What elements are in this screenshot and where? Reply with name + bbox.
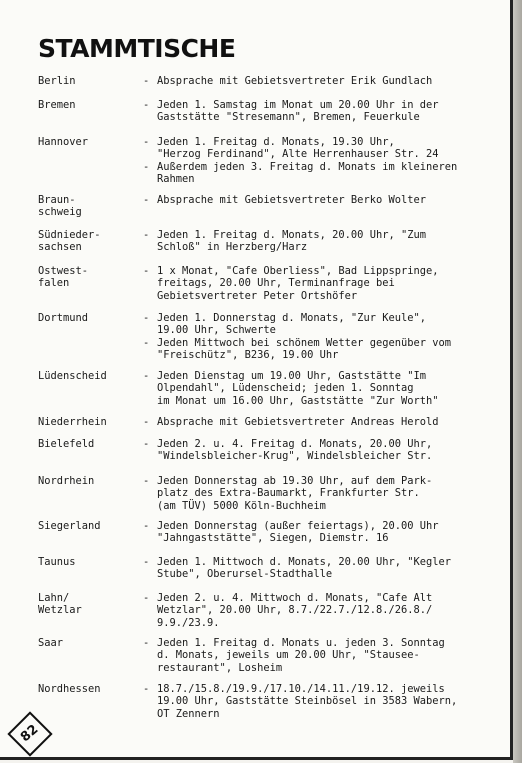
region-name: Südnieder- sachsen: [38, 229, 101, 254]
dash-bullet: -: [143, 683, 150, 695]
entry-details: [143, 229, 505, 254]
dash-bullet: -: [143, 438, 150, 450]
region-name: Nordrhein: [38, 475, 95, 487]
page-title: STAMMTISCHE: [38, 34, 236, 63]
entry-details: [143, 99, 505, 124]
dash-bullet: -: [143, 160, 150, 173]
detail-item: [143, 556, 505, 581]
detail-text: Jeden 2. u. 4. Freitag d. Monats, 20.00 Uhr, "Windelsbleicher-Krug", Windelsbleicher Str.: [157, 438, 433, 463]
dash-bullet: -: [143, 312, 150, 324]
region-name: Dortmund: [38, 312, 89, 324]
dash-bullet: -: [143, 99, 150, 111]
region-name: Hannover: [38, 136, 89, 148]
detail-text: Jeden 1. Donnerstag d. Monats, "Zur Keule", 19.00 Uhr, Schwerte: [157, 312, 426, 337]
detail-text: 18.7./15.8./19.9./17.10./14.11./19.12. jeweils 19.00 Uhr, Gaststätte Steinbösel in 3583 Wabern, OT Zennern: [157, 683, 458, 720]
detail-item: [143, 520, 505, 545]
detail-text: Außerdem jeden 3. Freitag d. Monats im kleineren Rahmen: [157, 160, 458, 185]
detail-item: [143, 312, 505, 337]
region-name: Braun- schweig: [38, 194, 82, 219]
region-name: Bielefeld: [38, 438, 95, 450]
region-name: Lahn/ Wetzlar: [38, 592, 82, 617]
detail-text: Jeden 1. Freitag d. Monats, 19.30 Uhr, "Herzog Ferdinand", Alte Herrenhauser Str. 24: [157, 136, 439, 161]
entry-details: [143, 592, 505, 629]
entry-details: [143, 312, 505, 361]
region-name: Ostwest- falen: [38, 265, 89, 290]
page-edge: [513, 0, 522, 763]
detail-text: Absprache mit Gebietsvertreter Berko Wolter: [157, 194, 426, 206]
detail-item: [143, 416, 505, 428]
detail-text: Absprache mit Gebietsvertreter Erik Gundlach: [157, 75, 433, 87]
detail-text: Jeden 1. Freitag d. Monats u. jeden 3. Sonntag d. Monats, jeweils um 20.00 Uhr, "Stausee- restaurant", Losheim: [157, 637, 445, 674]
detail-text: Jeden 1. Mittwoch d. Monats, 20.00 Uhr, "Kegler Stube", Oberursel-Stadthalle: [157, 556, 452, 581]
dash-bullet: -: [143, 136, 150, 148]
detail-text: Jeden Dienstag um 19.00 Uhr, Gaststätte "Im Olpendahl", Lüdenscheid; jeden 1. Sonntag im Monat um 16.00 Uhr, Gaststätte "Zur Worth": [157, 370, 439, 407]
region-name: Niederrhein: [38, 416, 107, 428]
detail-item: [143, 438, 505, 463]
dash-bullet: -: [143, 592, 150, 604]
detail-text: Jeden Mittwoch bei schönem Wetter gegenüber vom "Freischütz", B236, 19.00 Uhr: [157, 336, 452, 361]
detail-item: [143, 265, 505, 302]
detail-item: [143, 475, 505, 512]
dash-bullet: -: [143, 475, 150, 487]
dash-bullet: -: [143, 370, 150, 382]
region-name: Nordhessen: [38, 683, 101, 695]
entry-details: [143, 475, 505, 512]
detail-text: Jeden 2. u. 4. Mittwoch d. Monats, "Cafe Alt Wetzlar", 20.00 Uhr, 8.7./22.7./12.8./26.8./ 9.9./23.9.: [157, 592, 433, 629]
region-name: Berlin: [38, 75, 76, 87]
dash-bullet: -: [143, 229, 150, 241]
detail-item: [143, 637, 505, 674]
entry-details: [143, 683, 505, 720]
detail-item: [143, 161, 505, 186]
detail-item: [143, 337, 505, 362]
dash-bullet: -: [143, 520, 150, 532]
dash-bullet: -: [143, 75, 150, 87]
detail-text: Jeden Donnerstag (außer feiertags), 20.00 Uhr "Jahngaststätte", Siegen, Diemstr. 16: [157, 520, 439, 545]
detail-item: [143, 592, 505, 629]
region-name: Siegerland: [38, 520, 101, 532]
dash-bullet: -: [143, 194, 150, 206]
detail-item: [143, 99, 505, 124]
detail-item: [143, 136, 505, 161]
detail-text: 1 x Monat, "Cafe Oberliess", Bad Lippspringe, freitags, 20.00 Uhr, Terminanfrage bei Gebietsvertreter Peter Ortshöfer: [157, 265, 439, 302]
dash-bullet: -: [143, 556, 150, 568]
region-name: Saar: [38, 637, 64, 649]
detail-text: Jeden 1. Freitag d. Monats, 20.00 Uhr, "Zum Schloß" in Herzberg/Harz: [157, 229, 426, 254]
region-name: Bremen: [38, 99, 76, 111]
detail-item: [143, 75, 505, 87]
dash-bullet: -: [143, 416, 150, 428]
detail-item: [143, 683, 505, 720]
detail-text: Absprache mit Gebietsvertreter Andreas Herold: [157, 416, 439, 428]
region-name: Taunus: [38, 556, 76, 568]
entry-details: [143, 265, 505, 302]
detail-item: [143, 194, 505, 206]
entry-details: [143, 194, 505, 206]
entry-details: [143, 556, 505, 581]
entry-details: [143, 438, 505, 463]
entry-details: [143, 75, 505, 87]
page-number: 82: [17, 722, 42, 746]
entry-details: [143, 136, 505, 185]
dash-bullet: -: [143, 336, 150, 349]
detail-item: [143, 229, 505, 254]
dash-bullet: -: [143, 265, 150, 277]
entry-details: [143, 416, 505, 428]
entry-details: [143, 637, 505, 674]
entry-details: [143, 370, 505, 407]
detail-text: Jeden Donnerstag ab 19.30 Uhr, auf dem Park- platz des Extra-Baumarkt, Frankfurter Str. (am TÜV) 5000 Köln-Buchheim: [157, 475, 433, 512]
region-name: Lüdenscheid: [38, 370, 107, 382]
dash-bullet: -: [143, 637, 150, 649]
detail-text: Jeden 1. Samstag im Monat um 20.00 Uhr in der Gaststätte "Stresemann", Bremen, Feuerkule: [157, 99, 439, 124]
entry-details: [143, 520, 505, 545]
detail-item: [143, 370, 505, 407]
